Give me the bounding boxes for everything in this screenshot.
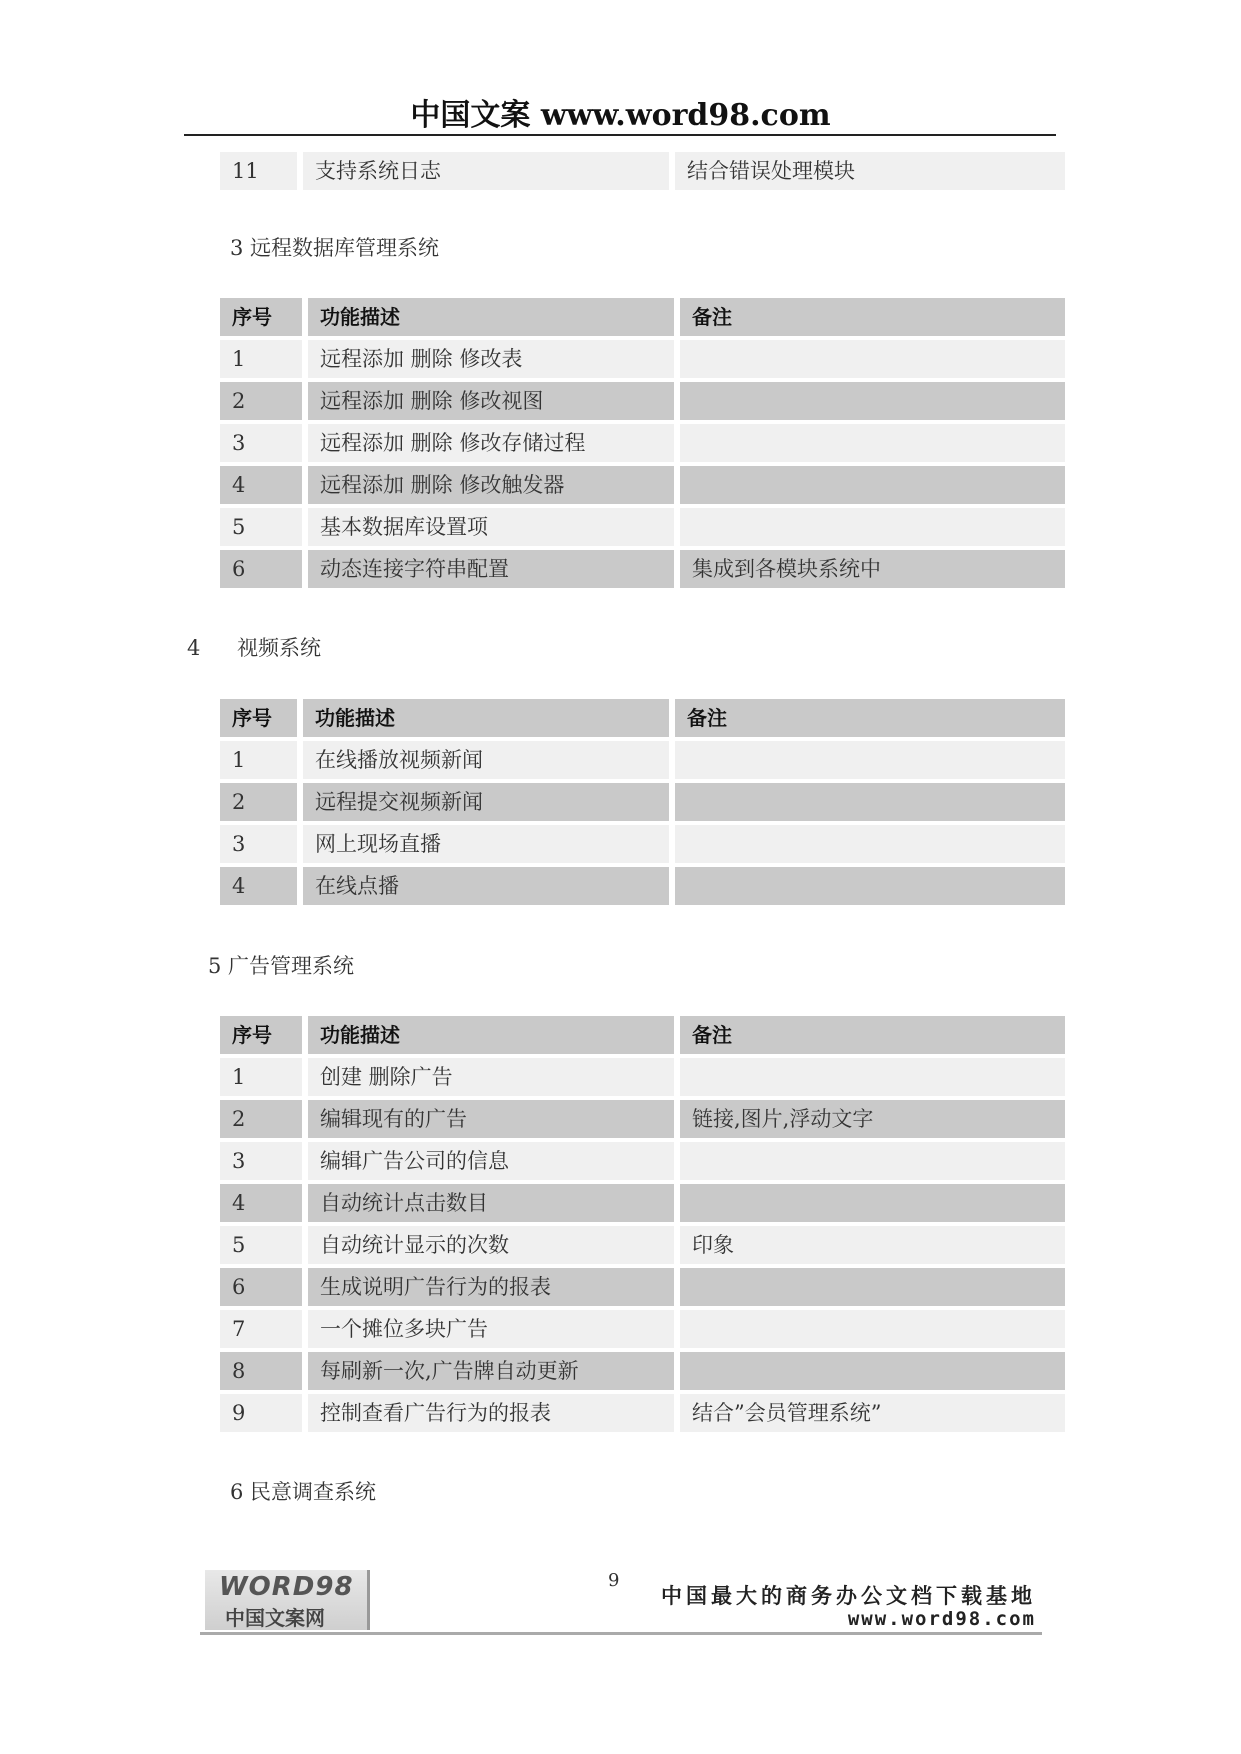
cell-no: 1 [220, 1058, 302, 1096]
cell-no: 7 [220, 1310, 302, 1348]
table-row [220, 1394, 1065, 1432]
cell-no: 9 [220, 1394, 302, 1432]
header-desc: 功能描述 [308, 1016, 674, 1054]
table-row [220, 825, 1065, 863]
cell-desc: 自动统计点击数目 [308, 1184, 674, 1222]
cell-no: 6 [220, 550, 302, 588]
header-desc: 功能描述 [303, 699, 669, 737]
section-title: 视频系统 [237, 636, 322, 660]
cell-no: 2 [220, 783, 297, 821]
table-ads [220, 1016, 1065, 1436]
cell-no: 11 [220, 152, 297, 190]
cell-no: 3 [220, 424, 302, 462]
cell-no: 4 [220, 867, 297, 905]
cell-desc: 远程添加 删除 修改存储过程 [308, 424, 674, 462]
cell-note [680, 466, 1065, 504]
cell-no: 1 [220, 340, 302, 378]
table-continued [220, 152, 1065, 194]
table-row [220, 340, 1065, 378]
cell-desc: 在线播放视频新闻 [303, 741, 669, 779]
table-row [220, 1184, 1065, 1222]
table-remote-db [220, 298, 1065, 592]
header-divider [184, 134, 1056, 136]
cell-note [675, 783, 1065, 821]
cell-desc: 生成说明广告行为的报表 [308, 1268, 674, 1306]
table-row [220, 1226, 1065, 1264]
section-heading-3: 3 远程数据库管理系统 [230, 236, 440, 260]
table-row [220, 550, 1065, 588]
cell-desc: 网上现场直播 [303, 825, 669, 863]
cell-note [675, 867, 1065, 905]
logo-subtitle: 中国文案网 [225, 1606, 325, 1630]
section-number: 4 [187, 636, 201, 660]
cell-no: 4 [220, 466, 302, 504]
cell-note [680, 1058, 1065, 1096]
cell-note: 印象 [680, 1226, 1065, 1264]
table-row [220, 466, 1065, 504]
cell-desc: 每刷新一次,广告牌自动更新 [308, 1352, 674, 1390]
cell-desc: 控制查看广告行为的报表 [308, 1394, 674, 1432]
table-row [220, 1268, 1065, 1306]
footer-slogan: 中国最大的商务办公文档下载基地 [661, 1584, 1036, 1608]
cell-note: 结合”会员管理系统” [680, 1394, 1065, 1432]
page-header-title: 中国文案 www.word98.com [410, 98, 831, 133]
table-row [220, 1100, 1065, 1138]
section-heading-5: 5 广告管理系统 [208, 954, 355, 978]
table-header-row [220, 699, 1065, 737]
table-row [220, 867, 1065, 905]
cell-note [680, 424, 1065, 462]
table-header-row [220, 1016, 1065, 1054]
cell-no: 3 [220, 825, 297, 863]
header-desc: 功能描述 [308, 298, 674, 336]
cell-desc: 在线点播 [303, 867, 669, 905]
table-header-row [220, 298, 1065, 336]
header-no: 序号 [220, 699, 297, 737]
table-row [220, 1142, 1065, 1180]
cell-note [680, 1352, 1065, 1390]
table-row [220, 508, 1065, 546]
table-row [220, 1352, 1065, 1390]
cell-no: 1 [220, 741, 297, 779]
cell-desc: 远程提交视频新闻 [303, 783, 669, 821]
table-row [220, 741, 1065, 779]
cell-note [680, 382, 1065, 420]
footer-logo [205, 1570, 370, 1630]
cell-note [680, 340, 1065, 378]
cell-no: 5 [220, 508, 302, 546]
cell-desc: 动态连接字符串配置 [308, 550, 674, 588]
cell-no: 3 [220, 1142, 302, 1180]
footer-url: www.word98.com [847, 1608, 1036, 1630]
footer-divider [200, 1632, 1042, 1635]
cell-desc: 编辑广告公司的信息 [308, 1142, 674, 1180]
cell-desc: 远程添加 删除 修改触发器 [308, 466, 674, 504]
table-row [220, 783, 1065, 821]
cell-no: 6 [220, 1268, 302, 1306]
cell-note [675, 741, 1065, 779]
cell-desc: 远程添加 删除 修改表 [308, 340, 674, 378]
cell-no: 2 [220, 382, 302, 420]
cell-note [675, 825, 1065, 863]
header-note: 备注 [675, 699, 1065, 737]
section-heading-4 [187, 632, 321, 662]
cell-desc: 基本数据库设置项 [308, 508, 674, 546]
cell-no: 5 [220, 1226, 302, 1264]
cell-desc: 创建 删除广告 [308, 1058, 674, 1096]
cell-desc: 支持系统日志 [303, 152, 669, 190]
cell-desc: 编辑现有的广告 [308, 1100, 674, 1138]
header-note: 备注 [680, 1016, 1065, 1054]
cell-no: 4 [220, 1184, 302, 1222]
cell-note [680, 1142, 1065, 1180]
cell-no: 8 [220, 1352, 302, 1390]
cell-note [680, 1184, 1065, 1222]
table-row [220, 1058, 1065, 1096]
header-no: 序号 [220, 1016, 302, 1054]
table-row [220, 382, 1065, 420]
table-row [220, 152, 1065, 190]
table-row [220, 1310, 1065, 1348]
cell-note: 集成到各模块系统中 [680, 550, 1065, 588]
table-row [220, 424, 1065, 462]
cell-desc: 一个摊位多块广告 [308, 1310, 674, 1348]
cell-note [680, 508, 1065, 546]
table-video [220, 699, 1065, 909]
header-note: 备注 [680, 298, 1065, 336]
header-no: 序号 [220, 298, 302, 336]
cell-desc: 自动统计显示的次数 [308, 1226, 674, 1264]
cell-note: 链接,图片,浮动文字 [680, 1100, 1065, 1138]
logo-wordmark: WORD98 [219, 1572, 354, 1602]
cell-note [680, 1268, 1065, 1306]
page-number: 9 [608, 1570, 620, 1591]
cell-note: 结合错误处理模块 [675, 152, 1065, 190]
section-heading-6: 6 民意调查系统 [230, 1480, 377, 1504]
cell-desc: 远程添加 删除 修改视图 [308, 382, 674, 420]
cell-no: 2 [220, 1100, 302, 1138]
cell-note [680, 1310, 1065, 1348]
